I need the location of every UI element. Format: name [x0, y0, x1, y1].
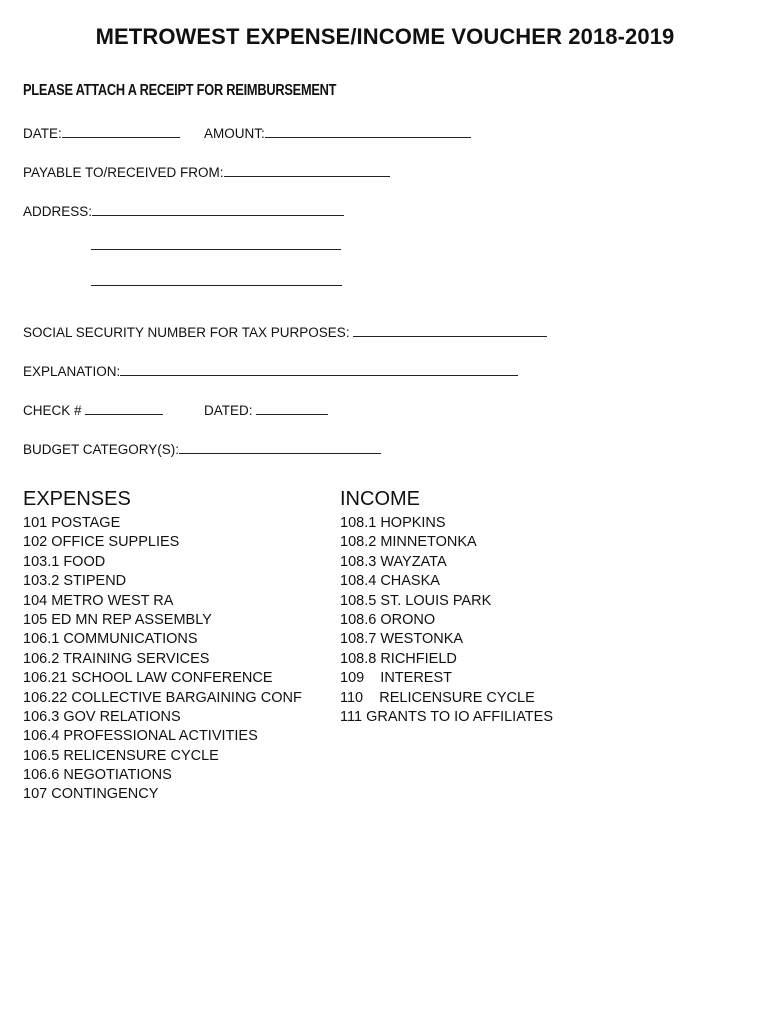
payable-label: PAYABLE TO/RECEIVED FROM: [23, 165, 224, 180]
expense-category-item: 106.21 SCHOOL LAW CONFERENCE [23, 670, 273, 687]
amount-field[interactable] [204, 125, 471, 141]
address-field[interactable] [23, 203, 344, 219]
expense-category-item: 104 METRO WEST RA [23, 592, 174, 609]
expense-category-item: 106.4 PROFESSIONAL ACTIVITIES [23, 728, 258, 745]
expense-category-item: 106.3 GOV RELATIONS [23, 708, 181, 725]
income-category-item: 108.6 ORONO [340, 611, 436, 628]
income-category-item: 108.8 RICHFIELD [340, 650, 457, 667]
address-blank-2[interactable] [91, 249, 341, 250]
expense-category-item: 106.1 COMMUNICATIONS [23, 631, 198, 648]
expense-category-item: 106.6 NEGOTIATIONS [23, 767, 172, 784]
budget-blank[interactable] [179, 441, 381, 454]
expense-category-item: 106.22 COLLECTIVE BARGAINING CONF [23, 689, 302, 706]
income-heading: INCOME [340, 488, 420, 510]
dated-field[interactable] [204, 402, 328, 418]
payable-field[interactable] [23, 164, 390, 180]
check-blank[interactable] [85, 402, 163, 415]
ssn-blank[interactable] [353, 324, 547, 337]
expense-category-item: 102 OFFICE SUPPLIES [23, 534, 180, 551]
expense-category-item: 101 POSTAGE [23, 515, 121, 531]
budget-field[interactable] [23, 441, 381, 457]
expense-category-item: 103.2 STIPEND [23, 573, 127, 590]
dated-label: DATED: [204, 403, 253, 418]
date-blank[interactable] [62, 125, 180, 138]
voucher-title: METROWEST EXPENSE/INCOME VOUCHER 2018-2019 [95, 24, 675, 49]
income-category-item: 108.3 WAYZATA [340, 553, 447, 570]
explanation-blank[interactable] [120, 363, 518, 376]
amount-blank[interactable] [265, 125, 471, 138]
date-field[interactable] [23, 125, 180, 141]
expenses-heading: EXPENSES [23, 488, 131, 510]
address-blank-1[interactable] [92, 203, 344, 216]
income-category-item: 108.2 MINNETONKA [340, 534, 477, 551]
amount-label: AMOUNT: [204, 126, 265, 141]
check-field[interactable] [23, 402, 163, 418]
expense-category-item: 103.1 FOOD [23, 553, 106, 570]
dated-blank[interactable] [256, 402, 328, 415]
income-category-item: 108.5 ST. LOUIS PARK [340, 592, 492, 609]
expense-category-item: 106.2 TRAINING SERVICES [23, 650, 210, 667]
expense-category-item: 106.5 RELICENSURE CYCLE [23, 747, 219, 764]
check-label: CHECK # [23, 403, 82, 418]
ssn-label: SOCIAL SECURITY NUMBER FOR TAX PURPOSES: [23, 325, 350, 340]
expense-category-item: 107 CONTINGENCY [23, 786, 159, 803]
income-category-item: 108.4 CHASKA [340, 573, 440, 590]
explanation-label: EXPLANATION: [23, 364, 121, 379]
address-label: ADDRESS: [23, 204, 93, 219]
explanation-field[interactable] [23, 363, 518, 379]
expense-category-item: 105 ED MN REP ASSEMBLY [23, 611, 212, 628]
income-category-item: 111 GRANTS TO IO AFFILIATES [340, 708, 553, 725]
income-category-item: 108.7 WESTONKA [340, 631, 464, 648]
address-blank-3[interactable] [91, 285, 342, 286]
ssn-field[interactable] [23, 324, 547, 340]
income-list [340, 514, 553, 727]
income-category-item: 108.1 HOPKINS [340, 515, 446, 531]
expenses-list [23, 514, 302, 805]
income-category-item: 110 RELICENSURE CYCLE [340, 689, 535, 706]
payable-blank[interactable] [224, 164, 390, 177]
income-category-item: 109 INTEREST [340, 670, 453, 687]
receipt-notice: PLEASE ATTACH A RECEIPT FOR REIMBURSEMENT [23, 82, 337, 99]
budget-label: BUDGET CATEGORY(S): [23, 442, 180, 457]
date-label: DATE: [23, 126, 62, 141]
